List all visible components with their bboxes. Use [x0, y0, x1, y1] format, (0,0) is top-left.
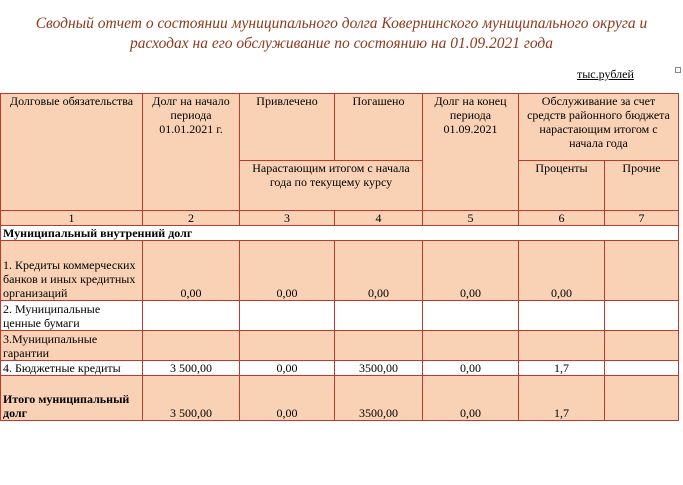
row-name: 4. Бюджетные кредиты: [1, 361, 143, 376]
column-number: 1: [1, 211, 143, 226]
units-label: тыс.рублей: [577, 67, 634, 81]
row-name: 1. Кредиты коммерческих банков и иных кредитных организаций: [1, 241, 143, 301]
row-debt-end: [423, 331, 519, 361]
row-interest: 0,00: [519, 241, 605, 301]
row-other: [605, 301, 679, 331]
total-debt-end: 0,00: [423, 376, 519, 421]
row-raised: [240, 331, 335, 361]
total-interest: 1,7: [519, 376, 605, 421]
row-interest: 1,7: [519, 361, 605, 376]
section-title: Муниципальный внутренний долг: [1, 226, 679, 241]
header-raised: Привлечено: [240, 94, 335, 161]
row-repaid: 3500,00: [335, 361, 423, 376]
row-repaid: [335, 301, 423, 331]
header-servicing: Обслуживание за счет средств районного бюджета нарастающим итогом с начала года: [519, 94, 679, 161]
row-debt-end: [423, 301, 519, 331]
header-debt-end: Долг на конец периода 01.09.2021: [423, 94, 519, 211]
table-row: [1, 241, 679, 301]
header-debt-start: Долг на начало периода 01.01.2021 г.: [143, 94, 240, 211]
table-row: [1, 361, 679, 376]
total-other: [605, 376, 679, 421]
column-number: 3: [240, 211, 335, 226]
row-raised: 0,00: [240, 361, 335, 376]
row-debt-end: 0,00: [423, 241, 519, 301]
row-repaid: [335, 331, 423, 361]
row-other: [605, 331, 679, 361]
header-other: Прочие: [605, 161, 679, 211]
report-title: [0, 14, 683, 54]
header-debt-obligations: Долговые обязательства: [1, 94, 143, 211]
row-other: [605, 361, 679, 376]
header-interest: Проценты: [519, 161, 605, 211]
column-number: 5: [423, 211, 519, 226]
column-number: 7: [605, 211, 679, 226]
row-interest: [519, 331, 605, 361]
row-debt-start: [143, 331, 240, 361]
total-raised: 0,00: [240, 376, 335, 421]
column-number: 2: [143, 211, 240, 226]
report-title-line-1: Сводный отчет о состоянии муниципального долга Ковернинского муниципального округа и: [35, 15, 648, 32]
row-repaid: 0,00: [335, 241, 423, 301]
row-name: 2. Муниципальные ценные бумаги: [1, 301, 143, 331]
row-debt-start: [143, 301, 240, 331]
total-debt-start: 3 500,00: [143, 376, 240, 421]
header-cumulative: Нарастающим итогом с начала года по текущему курсу: [240, 161, 423, 211]
row-debt-start: 0,00: [143, 241, 240, 301]
report-title-line-2: расходах на его обслуживание по состоянию на 01.09.2021 года: [129, 35, 554, 52]
row-name: 3.Муниципальные гарантии: [1, 331, 143, 361]
row-raised: 0,00: [240, 241, 335, 301]
total-row: [1, 376, 679, 421]
row-interest: [519, 301, 605, 331]
total-repaid: 3500,00: [335, 376, 423, 421]
total-name: Итого муниципальный долг: [1, 376, 143, 421]
debt-table: [0, 93, 679, 421]
row-raised: [240, 301, 335, 331]
column-number-row: [1, 211, 679, 226]
column-number: 6: [519, 211, 605, 226]
row-debt-start: 3 500,00: [143, 361, 240, 376]
table-row: [1, 301, 679, 331]
header-repaid: Погашено: [335, 94, 423, 161]
column-number: 4: [335, 211, 423, 226]
resize-handle[interactable]: [675, 67, 681, 73]
row-other: [605, 241, 679, 301]
row-debt-end: 0,00: [423, 361, 519, 376]
table-row: [1, 331, 679, 361]
